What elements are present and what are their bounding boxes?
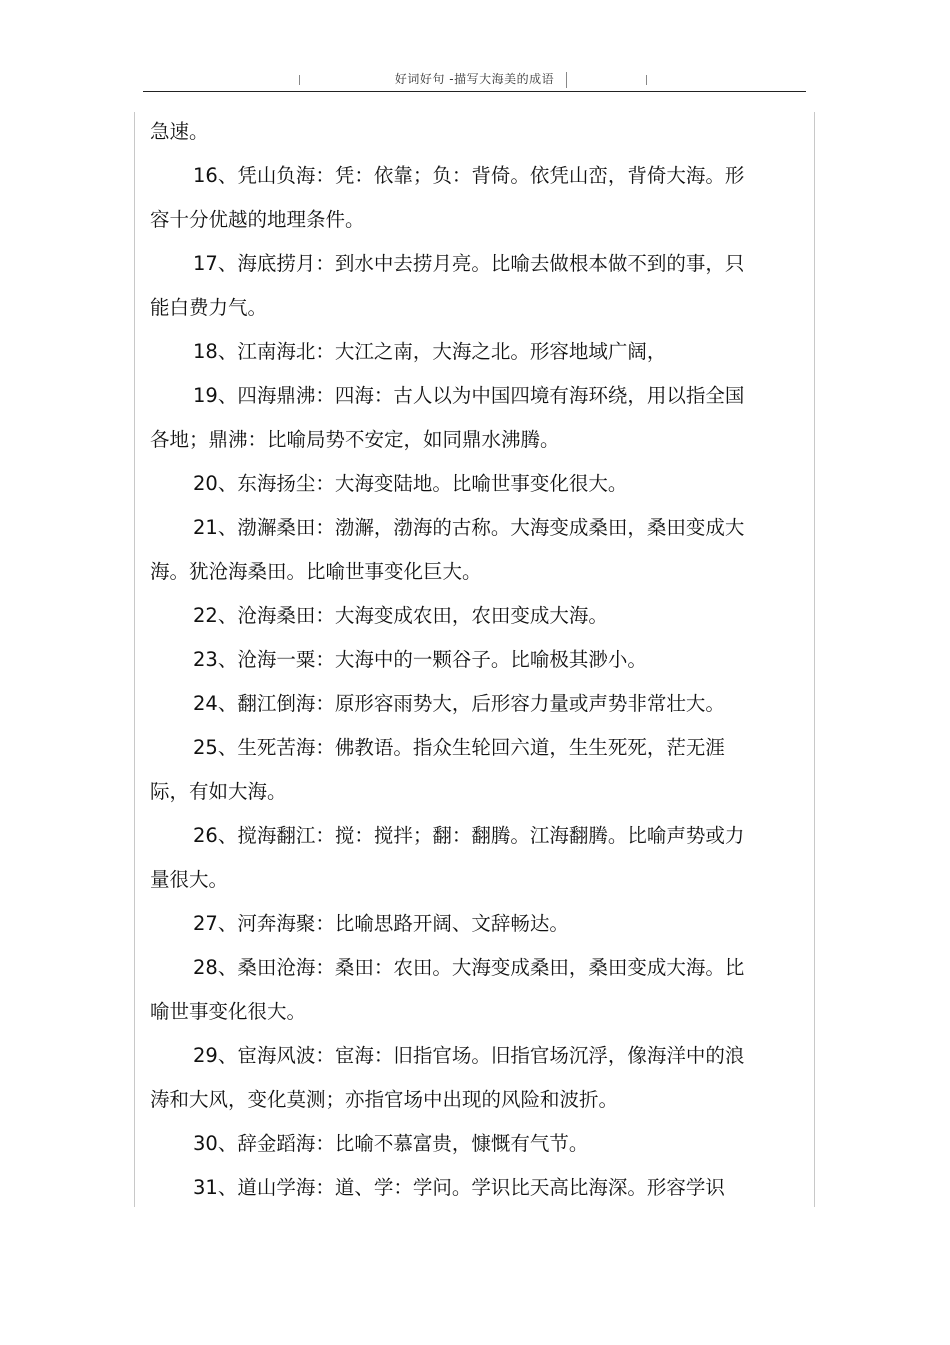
paragraph-31: 31、道山学海：道、学：学问。学识比天高比海深。形容学识: [193, 1176, 725, 1199]
paragraph-17: 17、海底捞月：到水中去捞月亮。比喻去做根本做不到的事，只能白费力气。: [150, 252, 745, 319]
paragraph-20: 20、东海扬尘：大海变陆地。比喻世事变化很大。: [193, 472, 628, 495]
page-header: [143, 66, 806, 92]
header-rule: [143, 91, 806, 92]
paragraph-24: 24、翻江倒海：原形容雨势大，后形容力量或声势非常壮大。: [193, 692, 725, 715]
paragraph-22: 22、沧海桑田：大海变成农田，农田变成大海。: [193, 604, 608, 627]
paragraph-28: 28、桑田沧海：桑田：农田。大海变成桑田，桑田变成大海。比喻世事变化很大。: [150, 956, 745, 1023]
paragraph-19: 19、四海鼎沸：四海：古人以为中国四境有海环绕，用以指全国各地；鼎沸：比喻局势不安定，如同鼎水沸腾。: [150, 384, 745, 451]
paragraph-18: 18、江南海北：大江之南，大海之北。形容地域广阔，: [193, 340, 667, 363]
header-tick-left: [299, 75, 300, 85]
left-margin-line: [134, 112, 135, 1207]
header-tick-mid: [566, 72, 567, 88]
paragraph-30: 30、辞金蹈海：比喻不慕富贵，慷慨有气节。: [193, 1132, 589, 1155]
header-title: 好词好句 -描写大海美的成语: [394, 72, 555, 86]
paragraph-23: 23、沧海一粟：大海中的一颗谷子。比喻极其渺小。: [193, 648, 647, 671]
paragraph-29: 29、宦海风波：宦海：旧指官场。旧指官场沉浮，像海洋中的浪涛和大风，变化莫测；亦指官场中出现的风险和波折。: [150, 1044, 745, 1111]
paragraph-16: 16、凭山负海：凭：依靠；负：背倚。依凭山峦，背倚大海。形容十分优越的地理条件。: [150, 164, 745, 231]
paragraph-26: 26、搅海翻江：搅：搅拌；翻：翻腾。江海翻腾。比喻声势或力量很大。: [150, 824, 745, 891]
paragraph-27: 27、河奔海聚：比喻思路开阔、文辞畅达。: [193, 912, 569, 935]
document-body: [150, 110, 762, 1210]
paragraph-0: 急速。: [150, 120, 209, 143]
paragraph-25: 25、生死苦海：佛教语。指众生轮回六道，生生死死，茫无涯际，有如大海。: [150, 736, 725, 803]
header-tick-right: [646, 75, 647, 85]
paragraph-21: 21、渤澥桑田：渤澥，渤海的古称。大海变成桑田，桑田变成大海。犹沧海桑田。比喻世事变化巨大。: [150, 516, 745, 583]
right-margin-line: [814, 112, 815, 1207]
